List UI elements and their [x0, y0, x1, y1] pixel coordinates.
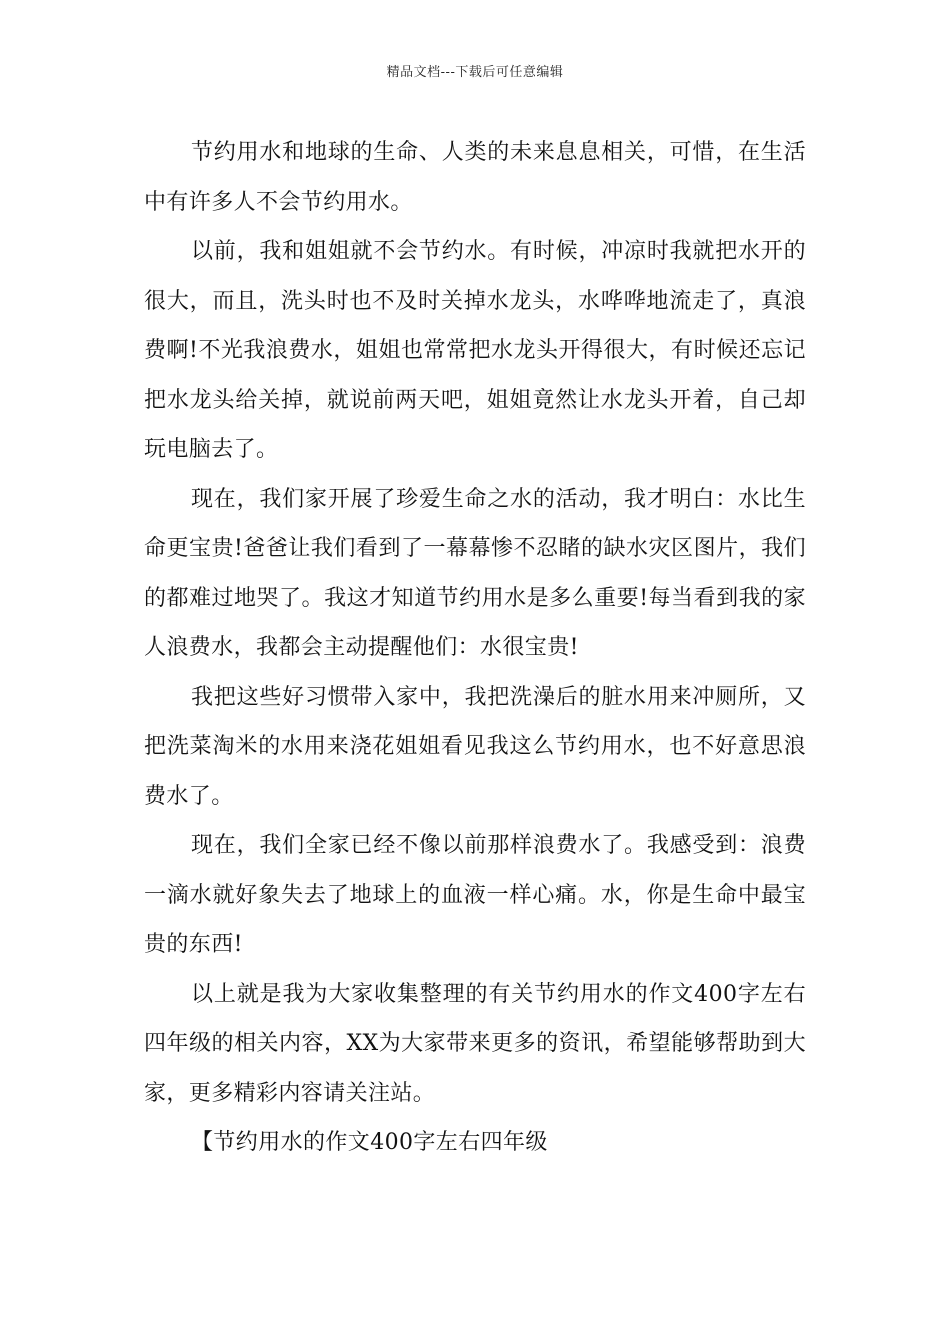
- paragraph-7: 【节约用水的作文400字左右四年级: [191, 1130, 548, 1155]
- paragraph-5: 现在，我们全家已经不像以前那样浪费水了。我感受到：浪费一滴水就好象失去了地球上的血液一样心痛。水，你是生命中最宝贵的东西!: [144, 833, 806, 957]
- paragraph-3: 现在，我们家开展了珍爱生命之水的活动，我才明白：水比生命更宝贵!爸爸让我们看到了一幕幕惨不忍睹的缺水灾区图片，我们的都难过地哭了。我这才知道节约用水是多么重要!每当看到我的家人浪费水，我都会主动提醒他们：水很宝贵!: [144, 486, 806, 660]
- paragraph-4: 我把这些好习惯带入家中，我把洗澡后的脏水用来冲厕所，又把洗菜淘米的水用来浇花姐姐看见我这么节约用水，也不好意思浪费水了。: [144, 684, 806, 809]
- paragraph-1: 节约用水和地球的生命、人类的未来息息相关，可惜，在生活中有许多人不会节约用水。: [144, 140, 806, 215]
- document-body: [144, 128, 806, 1168]
- page-header: 精品文档---下载后可任意编辑: [386, 65, 564, 80]
- paragraph-2: 以前，我和姐姐就不会节约水。有时候，冲凉时我就把水开的很大，而且，洗头时也不及时关掉水龙头，水哗哗地流走了，真浪费啊!不光我浪费水，姐姐也常常把水龙头开得很大，有时候还忘记把水龙头给关掉，就说前两天吧，姐姐竟然让水龙头开着，自己却玩电脑去了。: [144, 239, 806, 462]
- paragraph-6: 以上就是我为大家收集整理的有关节约用水的作文400字左右四年级的相关内容，XX为大家带来更多的资讯，希望能够帮助到大家，更多精彩内容请关注站。: [144, 981, 806, 1106]
